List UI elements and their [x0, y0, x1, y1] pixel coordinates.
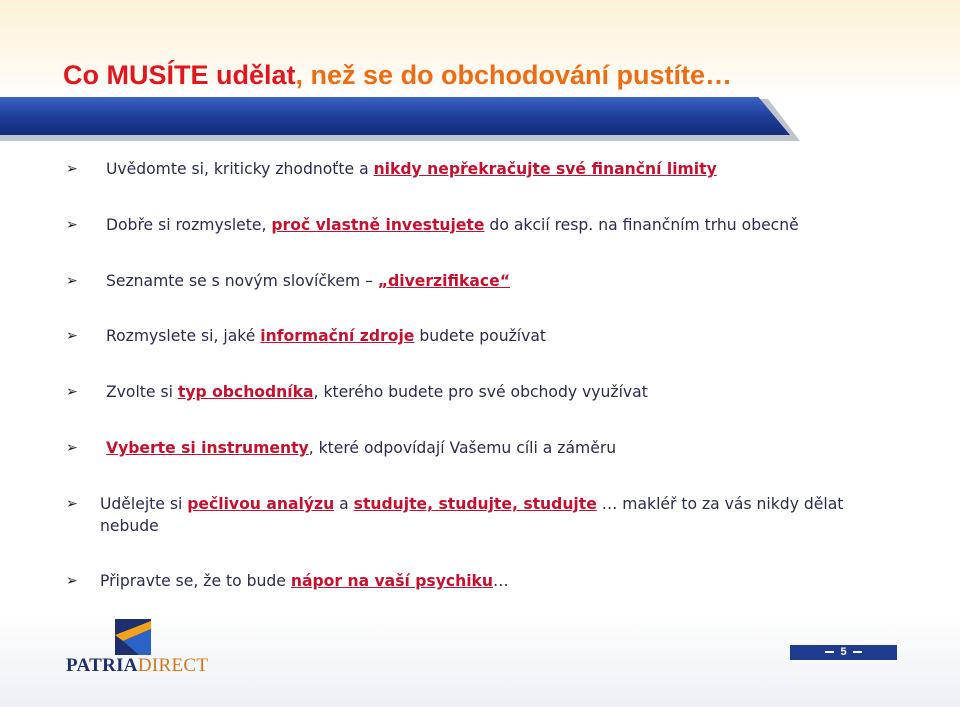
page-number-badge	[790, 645, 897, 660]
chevron-right-arrow-icon: ➢	[66, 328, 78, 344]
chevron-right-arrow-icon: ➢	[66, 496, 78, 512]
bullet-list: ➢ Uvědomte si, kriticky zhodnoťte a nikdy nepřekračujte své finanční limity ➢ Dobře si rozmyslete, proč vlastně investujete do akcií resp. na finančním trhu obecně ➢ Seznamte se s novým slovíčkem – „diverzifikace“ ➢ Rozmyslete si, jaké informační zdroje budete používat ➢ Zvolte si typ obchodníka, kterého budete pro své obchody využívat ➢ Vyberte si instrumenty, které odpovídají Vašemu cíli a záměru ➢ Udělejte si pečlivou analýzu a studujte, studujte, studujte … makléř to za vás nikdy dělat nebude ➢ Připravte se, že to bude nápor na vaší psychiku…	[66, 160, 844, 590]
highlight-term: pečlivou analýzu	[187, 495, 335, 513]
chevron-right-arrow-icon: ➢	[66, 161, 78, 177]
highlight-term: Vyberte si instrumenty	[106, 439, 309, 457]
title-rest: , než se do obchodování pustíte…	[295, 60, 733, 90]
chevron-right-arrow-icon: ➢	[66, 384, 78, 400]
highlight-term: informační zdroje	[260, 327, 415, 345]
patria-logo-mark-icon	[115, 619, 151, 655]
company-logo: PATRIADIRECT	[66, 655, 209, 676]
chevron-right-arrow-icon: ➢	[66, 440, 78, 456]
highlight-term: nikdy nepřekračujte své finanční limity	[373, 160, 717, 178]
chevron-right-arrow-icon: ➢	[66, 573, 78, 589]
highlight-term: proč vlastně investujete	[271, 216, 485, 234]
highlight-term: „diverzifikace“	[377, 272, 510, 290]
page-number: 5	[840, 646, 847, 658]
highlight-term: nápor na vaší psychiku	[290, 572, 494, 590]
highlight-term: studujte, studujte, studujte	[353, 495, 597, 513]
chevron-right-arrow-icon: ➢	[66, 217, 78, 233]
title-emphasis: Co MUSÍTE udělat	[63, 60, 296, 90]
highlight-term: typ obchodníka	[177, 383, 314, 401]
chevron-right-arrow-icon: ➢	[66, 273, 78, 289]
